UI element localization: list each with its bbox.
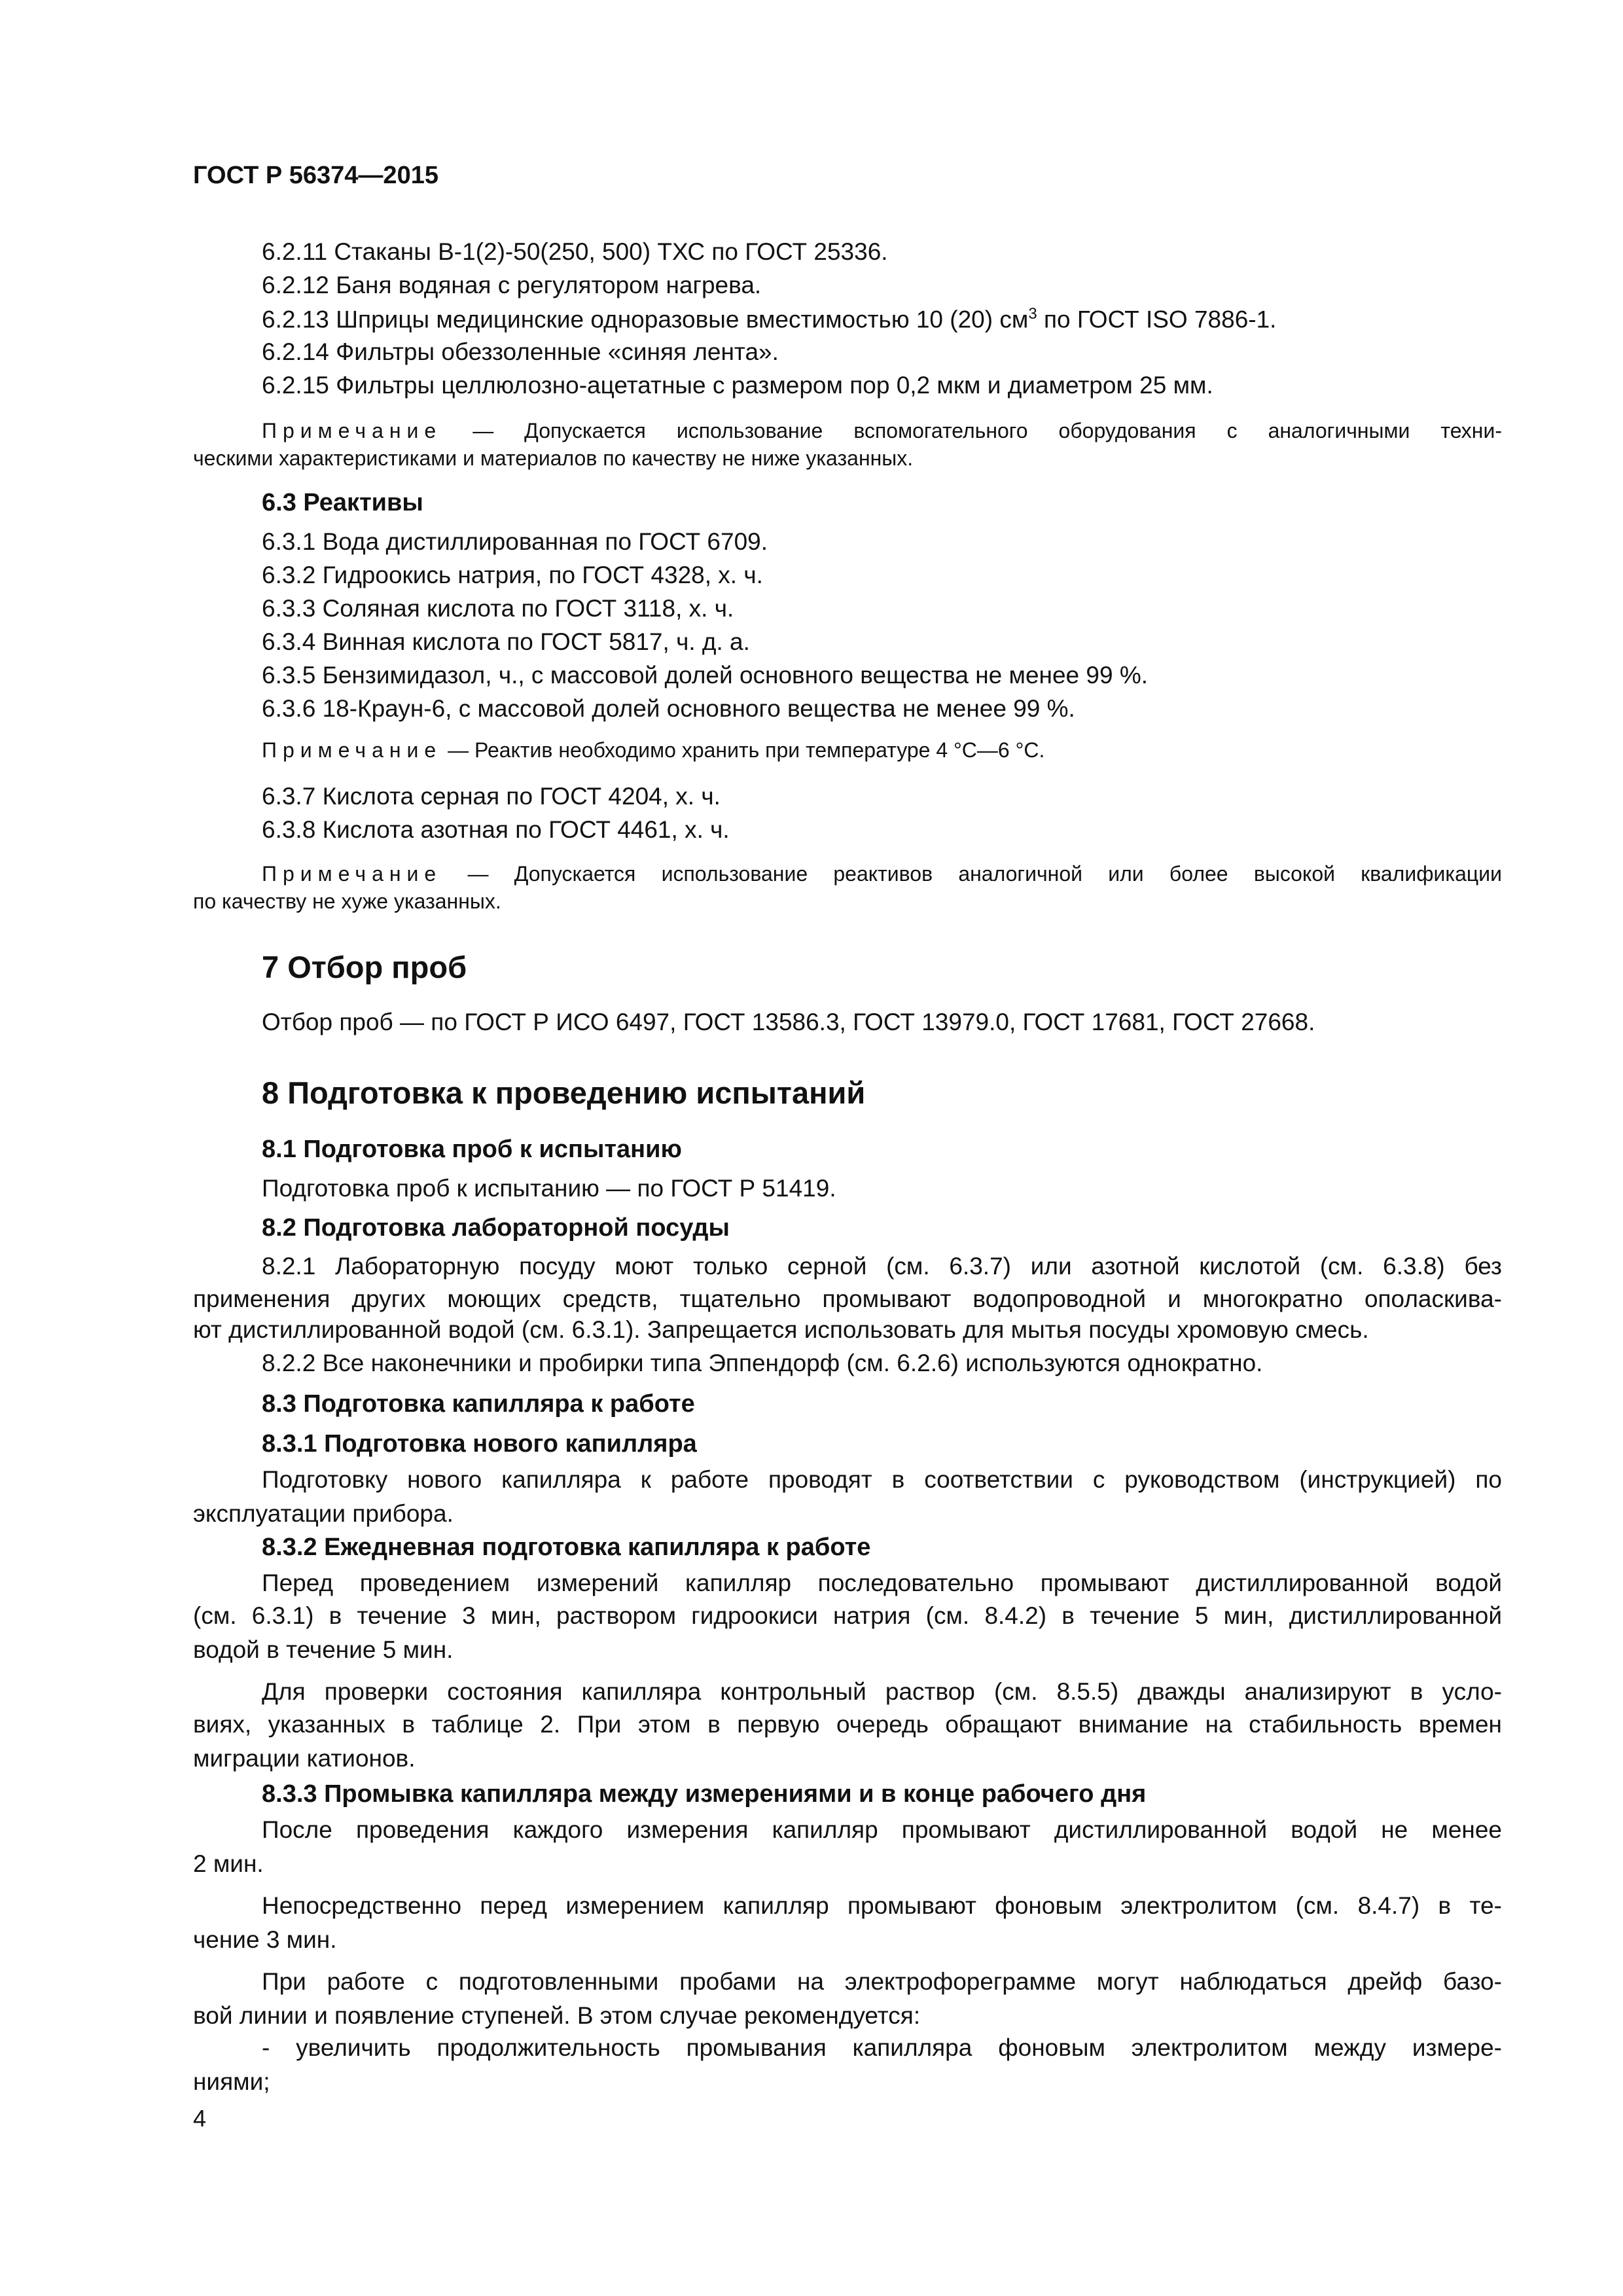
paragraph-line: Для проверки состояния капилляра контрольный раствор (см. 8.5.5) дважды анализируют в усло- xyxy=(262,1678,1502,1705)
paragraph: Отбор проб — по ГОСТ Р ИСО 6497, ГОСТ 13586.3, ГОСТ 13979.0, ГОСТ 17681, ГОСТ 27668. xyxy=(262,1009,1315,1035)
list-item: 6.3.6 18-Краун-6, с массовой долей основного вещества не менее 99 %. xyxy=(262,695,1075,722)
paragraph-line: эксплуатации прибора. xyxy=(193,1500,454,1527)
list-item: 6.3.2 Гидроокись натрия, по ГОСТ 4328, х. ч. xyxy=(262,562,763,588)
subsection-heading: 8.3.3 Промывка капилляра между измерениями и в конце рабочего дня xyxy=(262,1780,1147,1808)
paragraph-line: 2 мин. xyxy=(193,1850,264,1877)
list-item: 6.3.4 Винная кислота по ГОСТ 5817, ч. д. а. xyxy=(262,628,750,655)
note-line: по качеству не хуже указанных. xyxy=(193,889,501,913)
note-line: Примечание — Допускается использование вспомогательного оборудования с аналогичными техни- xyxy=(262,419,1503,442)
paragraph-line: водой в течение 5 мин. xyxy=(193,1636,454,1663)
paragraph-line: применения других моющих средств, тщательно промывают водопроводной и многократно ополаскива- xyxy=(193,1285,1502,1312)
note-line: Примечание — Реактив необходимо хранить при температуре 4 °С—6 °С. xyxy=(262,738,1045,762)
list-item: 6.2.13 Шприцы медицинские одноразовые вместимостью 10 (20) $см^3$ по ГОСТ ISO 7886-1. xyxy=(262,305,1277,333)
subsection-heading: 8.3.2 Ежедневная подготовка капилляра к работе xyxy=(262,1534,871,1561)
bullet-line: ниями; xyxy=(193,2068,270,2095)
list-item: 6.3.8 Кислота азотная по ГОСТ 4461, х. ч. xyxy=(262,816,730,843)
paragraph-line: вой линии и появление ступеней. В этом случае рекомендуется: xyxy=(193,2002,921,2029)
paragraph: Подготовка проб к испытанию — по ГОСТ Р 51419. xyxy=(262,1175,836,1202)
paragraph-line: Перед проведением измерений капилляр последовательно промывают дистиллированной водой xyxy=(262,1570,1502,1596)
section-heading: 6.3 Реактивы xyxy=(262,489,423,516)
paragraph-line: После проведения каждого измерения капилляр промывают дистиллированной водой не менее xyxy=(262,1816,1502,1843)
paragraph-line: 8.2.1 Лабораторную посуду моют только серной (см. 6.3.7) или азотной кислотой (см. 6.3.8) без xyxy=(262,1253,1502,1280)
subsection-heading: 8.1 Подготовка проб к испытанию xyxy=(262,1136,682,1163)
list-item: 6.2.15 Фильтры целлюлозно-ацетатные с размером пор 0,2 мкм и диаметром 25 мм. xyxy=(262,372,1213,399)
list-item: 6.3.5 Бензимидазол, ч., с массовой долей основного вещества не менее 99 %. xyxy=(262,662,1149,689)
note-line: Примечание — Допускается использование реактивов аналогичной или более высокой квалификации xyxy=(262,862,1503,886)
list-item: 6.3.1 Вода дистиллированная по ГОСТ 6709. xyxy=(262,528,768,555)
subsection-heading: 8.3 Подготовка капилляра к работе xyxy=(262,1390,695,1418)
list-item: 6.3.7 Кислота серная по ГОСТ 4204, х. ч. xyxy=(262,783,721,810)
section-heading: 8 Подготовка к проведению испытаний xyxy=(262,1075,866,1110)
list-item: 6.3.3 Соляная кислота по ГОСТ 3118, х. ч. xyxy=(262,595,734,622)
paragraph-line: Подготовку нового капилляра к работе проводят в соответствии с руководством (инструкцией) по xyxy=(262,1466,1502,1493)
paragraph-line: виях, указанных в таблице 2. При этом в первую очередь обращают внимание на стабильность времен xyxy=(193,1711,1502,1738)
list-item: 6.2.12 Баня водяная с регулятором нагрева. xyxy=(262,272,762,298)
subsection-heading: 8.3.1 Подготовка нового капилляра xyxy=(262,1430,697,1458)
section-heading: 7 Отбор проб xyxy=(262,950,467,984)
paragraph-line: (см. 6.3.1) в течение 3 мин, раствором гидроокиси натрия (см. 8.4.2) в течение 5 мин, дистиллированной xyxy=(193,1602,1502,1629)
paragraph-line: При работе с подготовленными пробами на электрофореграмме могут наблюдаться дрейф базо- xyxy=(262,1968,1502,1995)
subsection-heading: 8.2 Подготовка лабораторной посуды xyxy=(262,1214,730,1242)
paragraph-line: Непосредственно перед измерением капилляр промывают фоновым электролитом (см. 8.4.7) в те- xyxy=(262,1892,1502,1919)
list-item: 6.2.11 Стаканы В-1(2)-50(250, 500) ТХС по ГОСТ 25336. xyxy=(262,238,888,265)
paragraph: 8.2.2 Все наконечники и пробирки типа Эппендорф (см. 6.2.6) используются однократно. xyxy=(262,1350,1263,1376)
list-item: 6.2.14 Фильтры обеззоленные «синяя лента». xyxy=(262,338,779,365)
bullet-line: - увеличить продолжительность промывания капилляра фоновым электролитом между измере- xyxy=(262,2034,1502,2061)
note-line: ческими характеристиками и материалов по качеству не ниже указанных. xyxy=(193,446,914,470)
standard-header: ГОСТ Р 56374—2015 xyxy=(193,162,438,189)
paragraph-line: миграции катионов. xyxy=(193,1745,416,1772)
paragraph-line: ют дистиллированной водой (см. 6.3.1). Запрещается использовать для мытья посуды хромовую смесь. xyxy=(193,1316,1369,1343)
paragraph-line: чение 3 мин. xyxy=(193,1926,337,1953)
page-number: 4 xyxy=(193,2105,207,2132)
